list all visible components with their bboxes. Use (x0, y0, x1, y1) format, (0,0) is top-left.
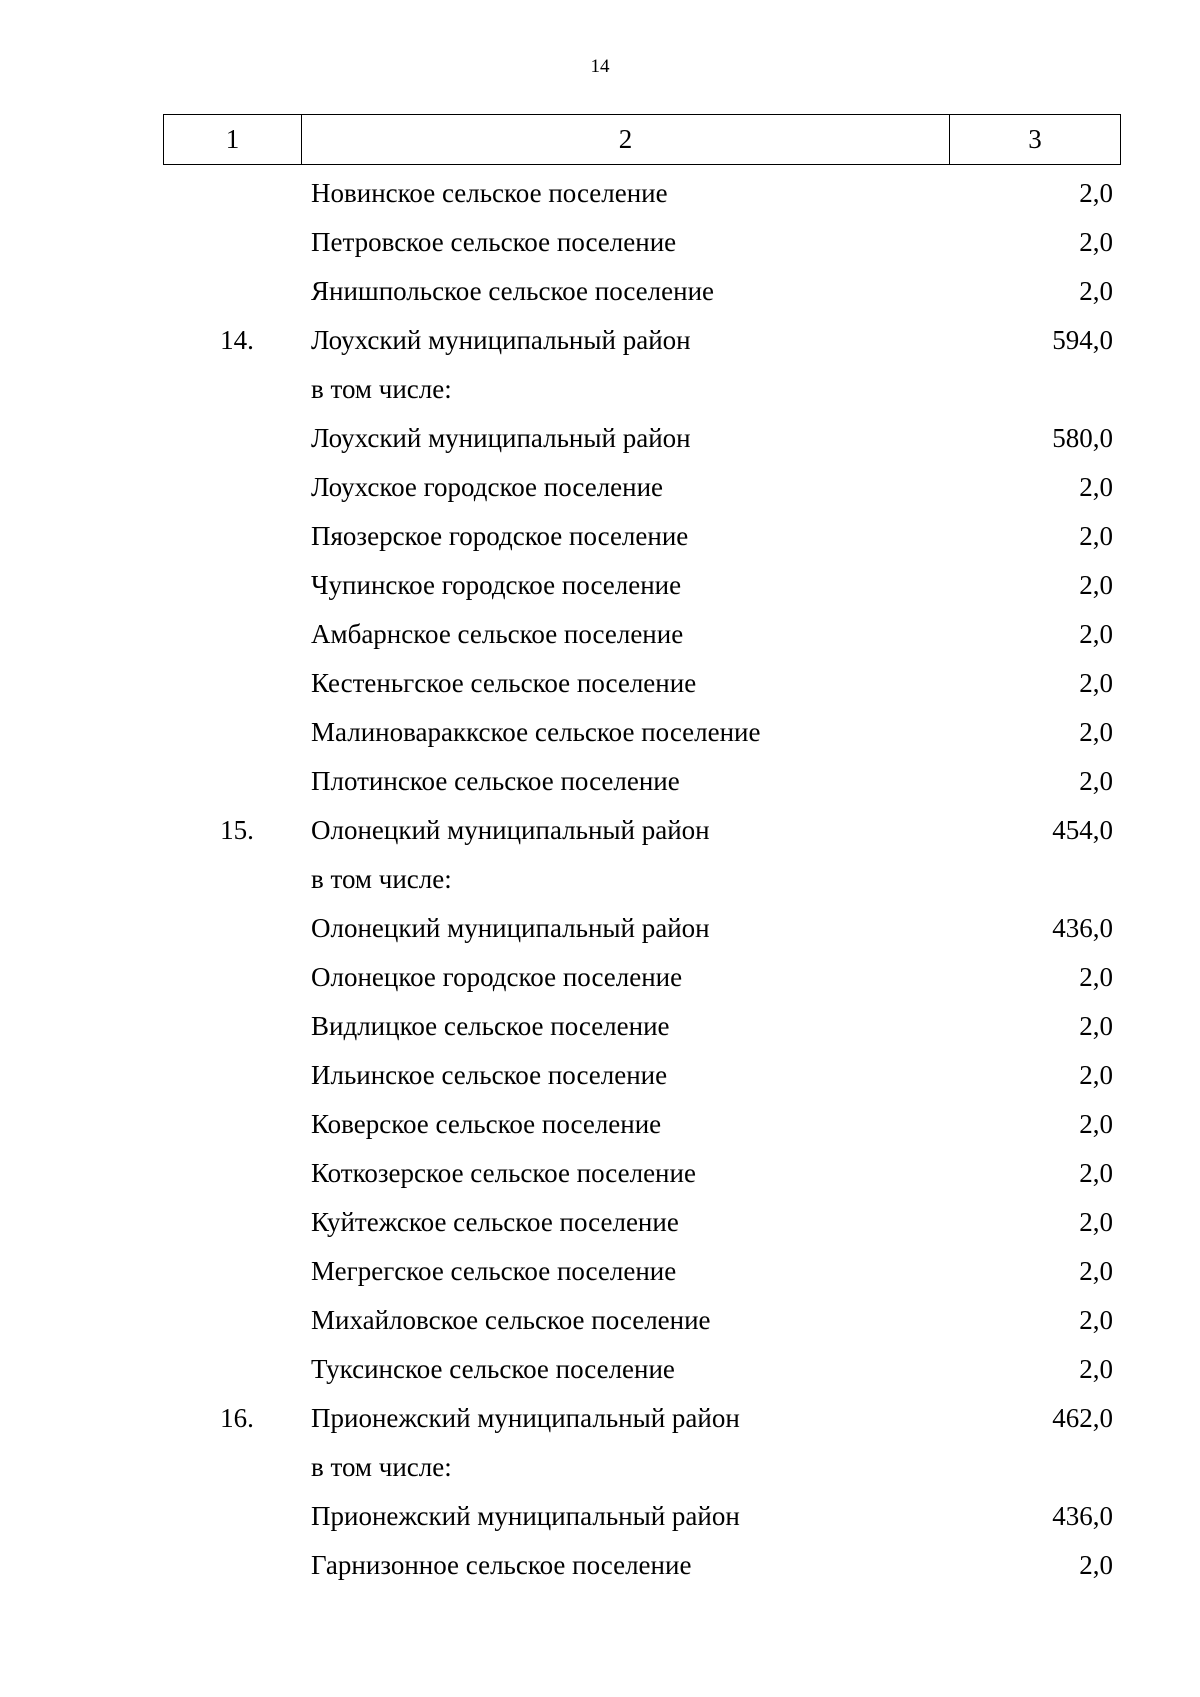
row-value: 2,0 (1079, 275, 1113, 306)
row-name: Видлицкое сельское поселение (311, 1010, 670, 1041)
row-name: Прионежский муниципальный район (311, 1500, 740, 1531)
table-row (163, 266, 1121, 315)
table-row (163, 658, 1121, 707)
table-row (163, 1050, 1121, 1099)
row-value: 2,0 (1079, 1255, 1113, 1286)
row-name: Коткозерское сельское поселение (311, 1157, 696, 1188)
row-name: Коверское сельское поселение (311, 1108, 662, 1139)
row-name: Гарнизонное сельское поселение (311, 1549, 692, 1580)
row-value: 2,0 (1079, 618, 1113, 649)
row-value: 2,0 (1079, 226, 1113, 257)
row-value: 2,0 (1079, 1549, 1113, 1580)
table-row (163, 560, 1121, 609)
row-name: Лоухский муниципальный район (311, 324, 691, 355)
row-value: 2,0 (1079, 1206, 1113, 1237)
row-name: Олонецкий муниципальный район (311, 912, 710, 943)
table-row (163, 1393, 1121, 1442)
row-name: Куйтежское сельское поселение (311, 1206, 679, 1237)
table-row (163, 1148, 1121, 1197)
row-name: Плотинское сельское поселение (311, 765, 680, 796)
row-name: в том числе: (311, 1451, 452, 1482)
row-value: 454,0 (1052, 814, 1113, 845)
table-row (163, 1246, 1121, 1295)
row-value: 2,0 (1079, 716, 1113, 747)
table-body (163, 168, 1121, 1589)
row-name: Прионежский муниципальный район (311, 1402, 740, 1433)
row-name: Малиновараккское сельское поселение (311, 716, 761, 747)
table-row (163, 1540, 1121, 1589)
row-value: 2,0 (1079, 1108, 1113, 1139)
row-name: Кестеньгское сельское поселение (311, 667, 697, 698)
table-row (163, 609, 1121, 658)
table-row (163, 1295, 1121, 1344)
header-col-2: 2 (302, 115, 950, 164)
table-row (163, 1099, 1121, 1148)
row-name: Чупинское городское поселение (311, 569, 682, 600)
row-name: Новинское сельское поселение (311, 177, 668, 208)
row-name: Петровское сельское поселение (311, 226, 677, 257)
table-row (163, 1442, 1121, 1491)
row-value: 436,0 (1052, 1500, 1113, 1531)
table-row (163, 1001, 1121, 1050)
row-value: 436,0 (1052, 912, 1113, 943)
row-name: в том числе: (311, 863, 452, 894)
table-row (163, 952, 1121, 1001)
row-value: 594,0 (1052, 324, 1113, 355)
row-value: 2,0 (1079, 1353, 1113, 1384)
table-row (163, 462, 1121, 511)
row-name: Лоухское городское поселение (311, 471, 664, 502)
header-col-3: 3 (1028, 124, 1042, 154)
row-number: 15. (220, 814, 254, 845)
table-row (163, 413, 1121, 462)
page-number: 14 (590, 56, 610, 77)
table-header (163, 114, 1121, 165)
row-name: Амбарнское сельское поселение (311, 618, 684, 649)
row-number: 16. (220, 1402, 254, 1433)
table-row (163, 805, 1121, 854)
row-value: 2,0 (1079, 1157, 1113, 1188)
row-value: 2,0 (1079, 1059, 1113, 1090)
row-value: 462,0 (1052, 1402, 1113, 1433)
row-name: Лоухский муниципальный район (311, 422, 691, 453)
table-row (163, 756, 1121, 805)
table-row (163, 315, 1121, 364)
table-row (163, 217, 1121, 266)
row-value: 2,0 (1079, 667, 1113, 698)
row-value: 2,0 (1079, 1010, 1113, 1041)
row-number: 14. (220, 324, 254, 355)
table-row (163, 1344, 1121, 1393)
row-name: Туксинское сельское поселение (311, 1353, 675, 1384)
row-name: Янишпольское сельское поселение (311, 275, 715, 306)
row-value: 580,0 (1052, 422, 1113, 453)
row-value: 2,0 (1079, 471, 1113, 502)
table-row (163, 168, 1121, 217)
row-name: Мегрегское сельское поселение (311, 1255, 677, 1286)
header-col-1: 1 (164, 115, 302, 164)
row-value: 2,0 (1079, 520, 1113, 551)
row-name: Олонецкое городское поселение (311, 961, 683, 992)
table-row (163, 903, 1121, 952)
row-name: Пяозерское городское поселение (311, 520, 689, 551)
table-row (163, 1491, 1121, 1540)
table-row (163, 511, 1121, 560)
table-row (163, 707, 1121, 756)
row-value: 2,0 (1079, 569, 1113, 600)
row-value: 2,0 (1079, 1304, 1113, 1335)
row-name: Олонецкий муниципальный район (311, 814, 710, 845)
row-name: Ильинское сельское поселение (311, 1059, 668, 1090)
row-name: в том числе: (311, 373, 452, 404)
row-value: 2,0 (1079, 177, 1113, 208)
table-row (163, 1197, 1121, 1246)
row-value: 2,0 (1079, 765, 1113, 796)
table-row (163, 854, 1121, 903)
row-name: Михайловское сельское поселение (311, 1304, 711, 1335)
row-value: 2,0 (1079, 961, 1113, 992)
table-row (163, 364, 1121, 413)
